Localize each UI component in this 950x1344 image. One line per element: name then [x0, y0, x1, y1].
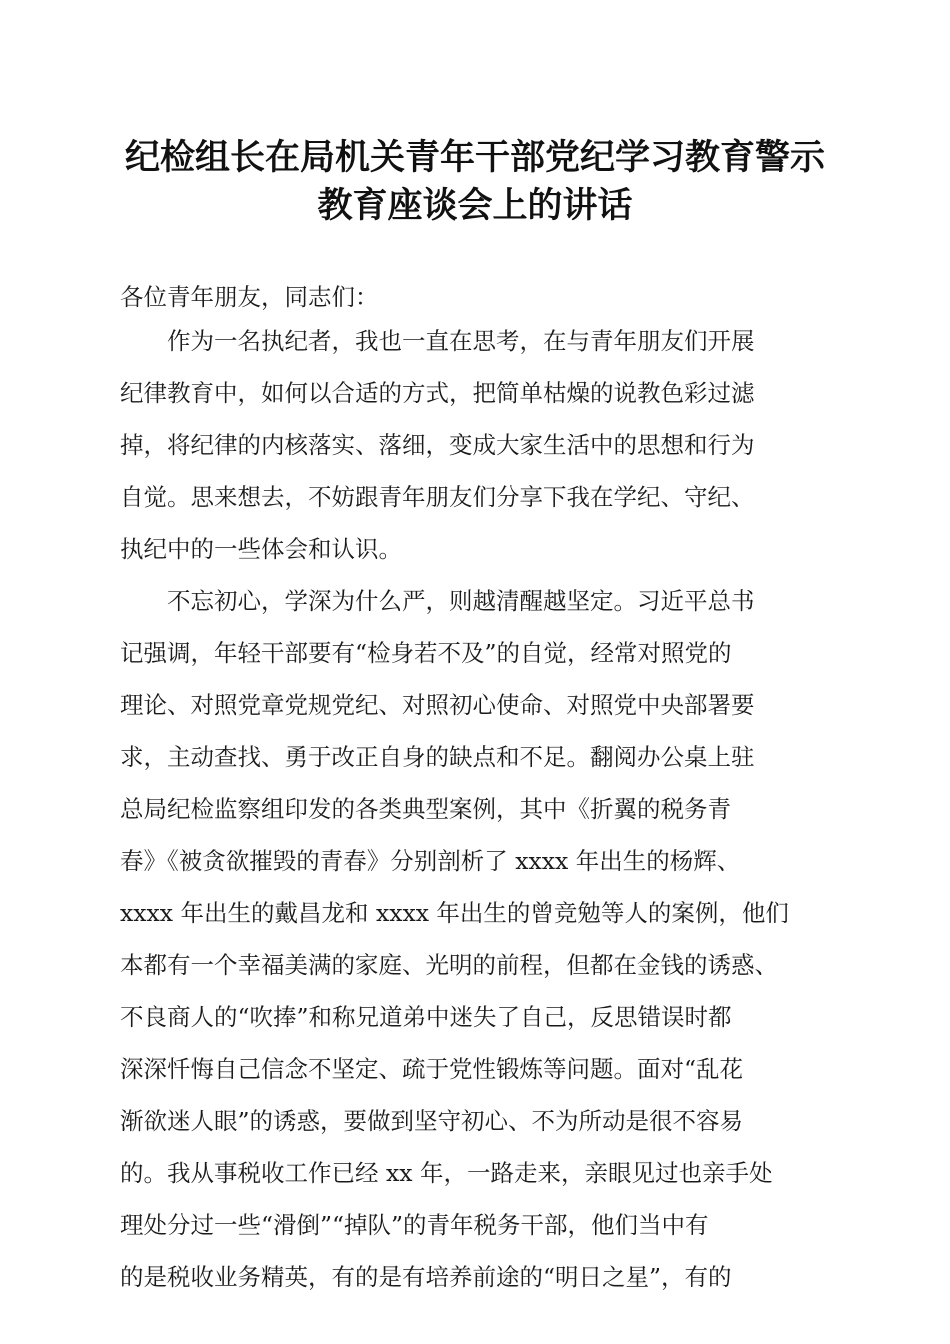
body-line: 执纪中的一些体会和认识。	[120, 535, 402, 563]
body-line: 深深忏悔自己信念不坚定、疏于党性锻炼等问题。面对“乱花	[120, 1055, 744, 1083]
body-line: 作为一名执纪者，我也一直在思考，在与青年朋友们开展	[120, 327, 755, 355]
body-line: xxxx 年出生的戴昌龙和 xxxx 年出生的曾竞勉等人的案例，他们	[120, 899, 789, 927]
body-line: 纪律教育中，如何以合适的方式，把简单枯燥的说教色彩过滤	[120, 379, 755, 407]
body-line: 春》《被贪欲摧毁的青春》分别剖析了 xxxx 年出生的杨辉、	[120, 847, 741, 875]
body-line: 渐欲迷人眼”的诱惑，要做到坚守初心、不为所动是很不容易	[120, 1107, 744, 1135]
body-line: 不良商人的“吹捧”和称兄道弟中迷失了自己，反思错误时都	[120, 1003, 732, 1031]
body-line: 的是税收业务精英，有的是有培养前途的“明日之星”，有的	[120, 1263, 732, 1291]
body-line: 自觉。思来想去，不妨跟青年朋友们分享下我在学纪、守纪、	[120, 483, 755, 511]
document-title-line-1: 纪检组长在局机关青年干部党纪学习教育警示	[124, 137, 825, 178]
body-line: 本都有一个幸福美满的家庭、光明的前程，但都在金钱的诱惑、	[120, 951, 778, 979]
body-line: 的。我从事税收工作已经 xx 年，一路走来，亲眼见过也亲手处	[120, 1159, 773, 1187]
salutation: 各位青年朋友，同志们：	[120, 283, 379, 311]
body-line: 理处分过一些“滑倒”“掉队”的青年税务干部，他们当中有	[120, 1211, 709, 1239]
body-line: 掉，将纪律的内核落实、落细，变成大家生活中的思想和行为	[120, 431, 755, 459]
body-line: 不忘初心，学深为什么严，则越清醒越坚定。习近平总书	[120, 587, 755, 615]
body-line: 记强调，年轻干部要有“检身若不及”的自觉，经常对照党的	[120, 639, 732, 667]
body-line: 总局纪检监察组印发的各类典型案例，其中《折翼的税务青	[120, 795, 731, 823]
body-line: 理论、对照党章党规党纪、对照初心使命、对照党中央部署要	[120, 691, 755, 719]
body-line: 求，主动查找、勇于改正自身的缺点和不足。翻阅办公桌上驻	[120, 743, 755, 771]
document-title-line-2: 教育座谈会上的讲话	[317, 185, 633, 226]
